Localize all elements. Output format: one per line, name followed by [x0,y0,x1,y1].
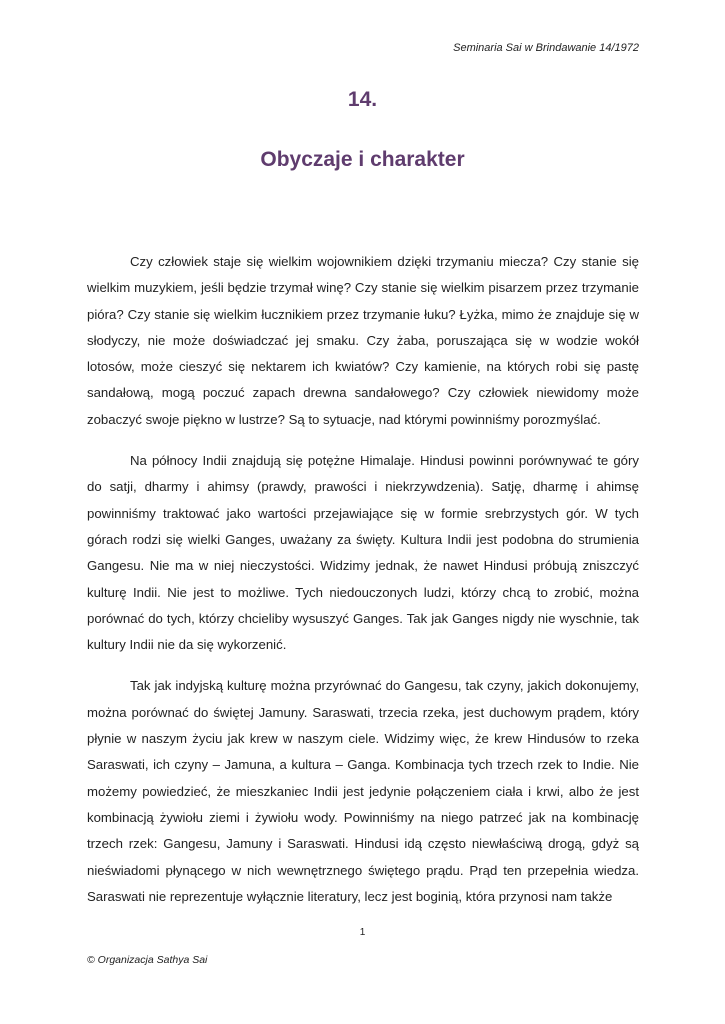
chapter-number: 14. [347,88,378,111]
page-number: 1 [359,927,366,938]
running-header: Seminaria Sai w Brindawanie 14/1972 [453,42,639,54]
body-text [87,249,639,925]
chapter-title: Obyczaje i charakter [260,148,465,171]
paragraph-1: Czy człowiek staje się wielkim wojownikiem dzięki trzymaniu miecza? Czy stanie się wielkim muzykiem, jeśli będzie trzymał winę? Czy stanie się wielkim pisarzem przez trzymanie pióra? Czy stanie się wielkim łucznikiem przez trzymanie łuku? Łyżka, mimo że znajduje się w słodyczy, nie może doświadczać jej smaku. Czy żaba, poruszająca się w wodzie wokół lotosów, może cieszyć się nektarem ich kwiatów? Czy kamienie, na których robi się pastę sandałową, mogą poczuć zapach drewna sandałowego? Czy człowiek niewidomy może zobaczyć swoje piękno w lustrze? Są to sytuacje, nad którymi powinniśmy porozmyślać. [87,254,639,427]
footer-copyright: © Organizacja Sathya Sai [87,954,208,966]
paragraph-2: Na północy Indii znajdują się potężne Himalaje. Hindusi powinni porównywać te góry do satji, dharmy i ahimsy (prawdy, prawości i niekrzywdzenia). Satję, dharmę i ahimsę powinniśmy traktować jako wartości przejawiające się w formie srebrzystych gór. W tych górach rodzi się wielki Ganges, uważany za święty. Kultura Indii jest podobna do strumienia Gangesu. Nie ma w niej nieczystości. Widzimy jednak, że nawet Hindusi próbują zniszczyć kulturę Indii. Nie jest to możliwe. Tych niedouczonych ludzi, którzy chcą to zrobić, można porównać do tych, którzy chcieliby wysuszyć Ganges. Tak jak Ganges nigdy nie wyschnie, tak kultury Indii nie da się wykorzenić. [87,453,639,653]
paragraph-3: Tak jak indyjską kulturę można przyrównać do Gangesu, tak czyny, jakich dokonujemy, można porównać do świętej Jamuny. Saraswati, trzecia rzeka, jest duchowym prądem, który płynie w naszym życiu jak krew w naszym ciele. Widzimy więc, że krew Hindusów to rzeka Saraswati, ich czyny – Jamuna, a kultura – Ganga. Kombinacja tych trzech rzek to Indie. Nie możemy powiedzieć, że mieszkaniec Indii jest jedynie połączeniem ciała i krwi, albo że jest kombinacją żywiołu ziemi i żywiołu wody. Powinniśmy na niego patrzeć jak na kombinację trzech rzek: Gangesu, Jamuny i Saraswati. Hindusi idą często niewłaściwą drogą, gdyż są nieświadomi płynącego w nich wewnętrznego świętego prądu. Prąd ten przepełnia wiedza. Saraswati nie reprezentuje wyłącznie literatury, lecz jest boginią, która przynosi nam także [87,678,639,904]
